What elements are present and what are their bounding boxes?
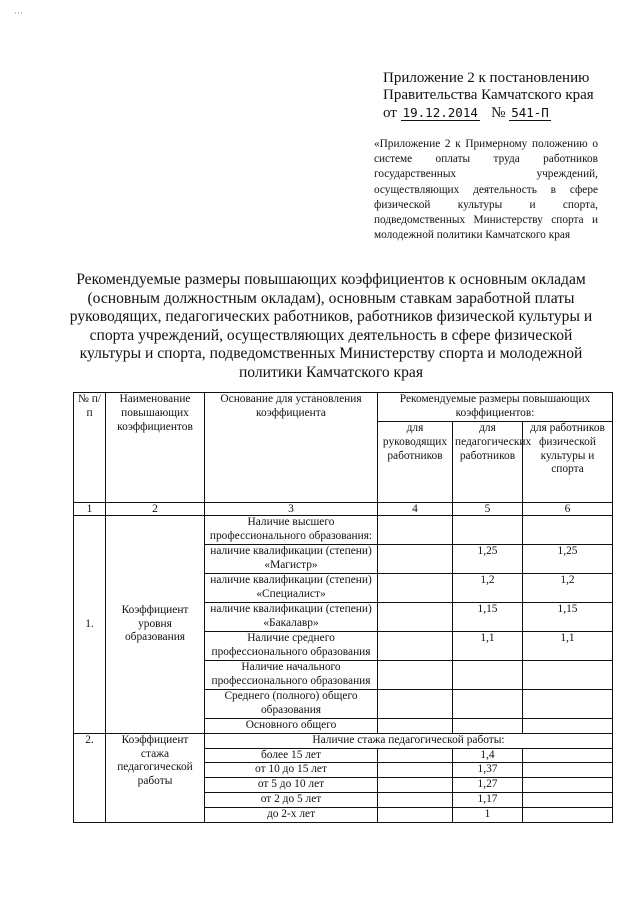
value-sport: 1,15: [523, 603, 613, 632]
value-managers: [378, 778, 453, 793]
value-managers: [378, 719, 453, 734]
basis-cell: Наличие начального профессионального образования: [205, 661, 378, 690]
header-line-3: [383, 104, 623, 122]
appendix-reference-text: «Приложение 2 к Примерному положению о системе оплаты труда работников государственных учреждений, осуществляющих деятельность в сфере физической культуры и спорта, подведомственных Министерству спорта и молодежной политики Камчатского края: [374, 138, 598, 242]
section-2-name: Коэффициент стажа педагогической работы: [106, 733, 205, 822]
basis-cell: от 2 до 5 лет: [205, 792, 378, 807]
header-sport: для работников физической культуры и спорта: [523, 422, 613, 503]
column-number: 5: [453, 503, 523, 516]
basis-cell: до 2-х лет: [205, 807, 378, 822]
table-header-row: [74, 393, 613, 422]
value-teachers: [453, 719, 523, 734]
document-header: [383, 70, 623, 122]
column-number: 3: [205, 503, 378, 516]
handwritten-date: 19.12.2014: [402, 105, 478, 120]
page-title: Рекомендуемые размеры повышающих коэффициентов к основным окладам (основным должностным окладам), основным ставкам заработной платы руководящих, педагогических работников, работников физической культуры и спорта учреждений, осуществляющих деятельность в сфере физической культуры и спорта, подведомственных Министерству спорта и молодежной политики Камчатского края: [69, 271, 593, 381]
section-1-num: 1.: [74, 516, 106, 734]
header-name: Наименование повышающих коэффициентов: [106, 393, 205, 503]
value-sport: [523, 763, 613, 778]
value-managers: [378, 574, 453, 603]
section-2-caption: Наличие стажа педагогической работы:: [205, 733, 613, 748]
value-managers: [378, 545, 453, 574]
header-sizes: Рекомендуемые размеры повышающих коэффициентов:: [378, 393, 613, 422]
value-managers: [378, 807, 453, 822]
header-basis: Основание для установления коэффициента: [205, 393, 378, 503]
section-1-name: Коэффициент уровня образования: [106, 516, 205, 734]
value-teachers: 1,27: [453, 778, 523, 793]
appendix-reference: [374, 137, 598, 243]
value-managers: [378, 792, 453, 807]
value-sport: [523, 516, 613, 545]
number-prefix: №: [491, 105, 506, 121]
value-managers: [378, 690, 453, 719]
value-sport: [523, 690, 613, 719]
header-line-1: Приложение 2 к постановлению: [383, 70, 590, 86]
value-managers: [378, 632, 453, 661]
basis-cell: Основного общего: [205, 719, 378, 734]
value-sport: 1,1: [523, 632, 613, 661]
basis-cell: от 5 до 10 лет: [205, 778, 378, 793]
value-teachers: [453, 516, 523, 545]
basis-cell: Наличие среднего профессионального образования: [205, 632, 378, 661]
value-teachers: [453, 690, 523, 719]
column-numbers-row: [74, 503, 613, 516]
value-sport: [523, 661, 613, 690]
value-teachers: 1,37: [453, 763, 523, 778]
handwritten-number: 541-П: [511, 105, 549, 120]
column-number: 2: [106, 503, 205, 516]
value-managers: [378, 516, 453, 545]
basis-cell: от 10 до 15 лет: [205, 763, 378, 778]
value-teachers: 1,25: [453, 545, 523, 574]
coefficients-table: [73, 392, 613, 823]
column-number: 6: [523, 503, 613, 516]
value-teachers: 1,2: [453, 574, 523, 603]
value-sport: [523, 778, 613, 793]
value-managers: [378, 603, 453, 632]
value-teachers: 1,4: [453, 748, 523, 763]
header-line-2: Правительства Камчатского края: [383, 87, 594, 103]
value-sport: [523, 792, 613, 807]
basis-cell: наличие квалификации (степени) «Магистр»: [205, 545, 378, 574]
value-managers: [378, 763, 453, 778]
section-2-num: 2.: [74, 733, 106, 822]
value-teachers: 1: [453, 807, 523, 822]
value-managers: [378, 661, 453, 690]
column-number: 4: [378, 503, 453, 516]
value-teachers: 1,15: [453, 603, 523, 632]
value-teachers: 1,17: [453, 792, 523, 807]
header-teachers: для педагогических работников: [453, 422, 523, 503]
value-sport: [523, 719, 613, 734]
basis-cell: Среднего (полного) общего образования: [205, 690, 378, 719]
date-prefix: от: [383, 105, 397, 121]
value-sport: 1,25: [523, 545, 613, 574]
table-row: [74, 733, 613, 748]
value-teachers: 1,1: [453, 632, 523, 661]
basis-cell: более 15 лет: [205, 748, 378, 763]
header-managers: для руководящих работников: [378, 422, 453, 503]
value-sport: 1,2: [523, 574, 613, 603]
margin-mark: ···: [14, 8, 23, 18]
basis-cell: наличие квалификации (степени) «Бакалавр»: [205, 603, 378, 632]
value-managers: [378, 748, 453, 763]
table-row: [74, 516, 613, 545]
value-teachers: [453, 661, 523, 690]
value-sport: [523, 807, 613, 822]
basis-cell: наличие квалификации (степени) «Специалист»: [205, 574, 378, 603]
header-num: № п/п: [74, 393, 106, 503]
basis-cell: Наличие высшего профессионального образования:: [205, 516, 378, 545]
value-sport: [523, 748, 613, 763]
column-number: 1: [74, 503, 106, 516]
